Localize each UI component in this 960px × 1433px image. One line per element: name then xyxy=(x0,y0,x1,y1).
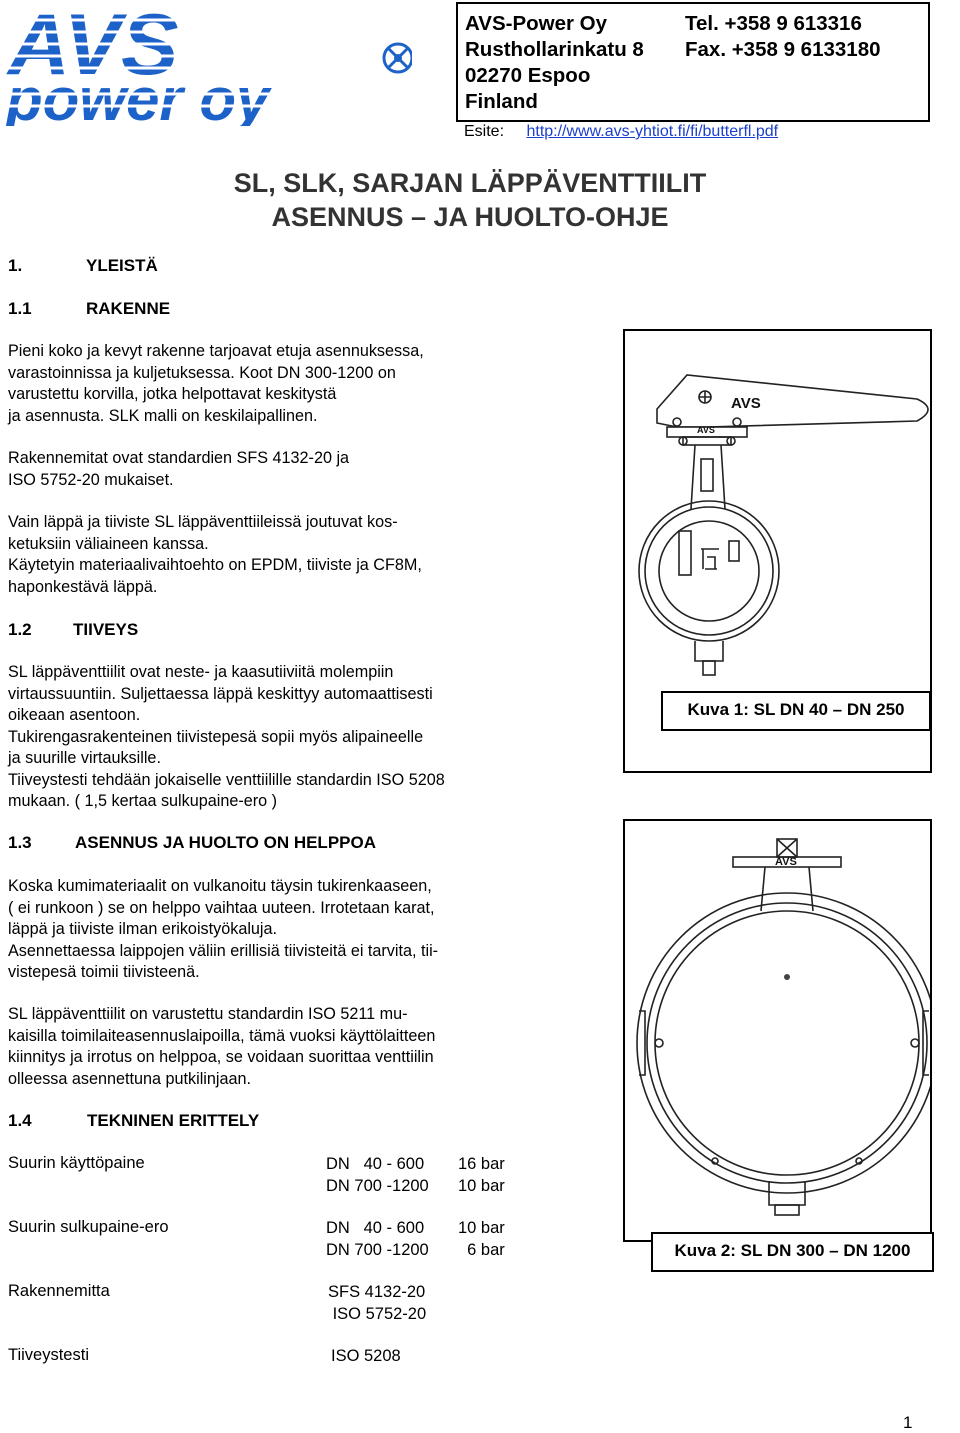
paragraph-actuator: SL läppäventtiilit on varustettu standardin ISO 5211 mu- kaisilla toimilaiteasennuslaipoilla, tämä vuoksi käyttölaitteen kiinnitys ja irrotus on helppoa, se voidaan suorittaa venttiilin olleessa asennettuna putkilinjaan. xyxy=(8,1005,436,1088)
spec-label-max-pressure: Suurin käyttöpaine xyxy=(8,1154,145,1172)
paragraph-standards: Rakennemitat ovat standardien SFS 4132-20 ja ISO 5752-20 mukaiset. xyxy=(8,449,350,489)
company-street: Rusthollarinkatu 8 xyxy=(465,38,644,61)
company-country: Finland xyxy=(465,90,538,113)
source-line xyxy=(464,123,778,141)
paragraph-tightness: SL läppäventtiilit ovat neste- ja kaasutiiviitä molempiin virtaussuuntiin. Suljettaessa läppä keskittyy automaattisesti oikeaan asentoon. Tukirengasrakenteinen tiivistepesä sopii myös alipaineelle ja suurille virtauksille. Tiiveystesti tehdään jokaiselle venttiilille standardin ISO 5208 mukaan. ( 1,5 kertaa sulkupaine-ero ) xyxy=(8,663,445,810)
section-heading-1-2: 1.2 TIIVEYS xyxy=(8,620,139,639)
figure-1-caption: Kuva 1: SL DN 40 – DN 250 xyxy=(661,691,931,731)
spec-value-shutoff-dn: DN 40 - 600 DN 700 -1200 xyxy=(326,1219,429,1259)
paragraph-materials: Vain läppä ja tiiviste SL läppäventtiileissä joutuvat kos- ketuksiin väliaineen kanssa. Käytetyin materiaalivaihtoehto on EPDM, tiiviste ja CF8M, haponkestävä läppä. xyxy=(8,513,422,596)
section-heading-1-1: 1.1 RAKENNE xyxy=(8,299,171,318)
company-postal: 02270 Espoo xyxy=(465,64,591,87)
svg-text:AVS: AVS xyxy=(697,425,715,435)
company-logo xyxy=(6,2,412,126)
spec-label-dimensions: Rakennemitta xyxy=(8,1282,110,1300)
svg-text:AVS: AVS xyxy=(775,856,797,868)
logo-text-power: power oy xyxy=(6,66,270,126)
spec-value-max-pressure-bar: 16 bar 10 bar xyxy=(458,1155,505,1195)
section-heading-1: 1. YLEISTÄ xyxy=(8,256,158,275)
logo-emblem-icon xyxy=(384,44,412,72)
figure-2-frame xyxy=(623,819,932,1242)
spec-value-tightness-test: ISO 5208 xyxy=(331,1347,401,1365)
spec-label-shutoff-pressure: Suurin sulkupaine-ero xyxy=(8,1218,169,1236)
source-link[interactable]: http://www.avs-yhtiot.fi/fi/butterfl.pdf xyxy=(526,123,779,140)
page-number: 1 xyxy=(903,1413,913,1432)
page-title-line1: SL, SLK, SARJAN LÄPPÄVENTTIILIT xyxy=(233,168,707,198)
spec-value-shutoff-bar: 10 bar 6 bar xyxy=(458,1219,505,1259)
page-title-line2: ASENNUS – JA HUOLTO-OHJE xyxy=(271,202,669,232)
paragraph-structure: Pieni koko ja kevyt rakenne tarjoavat etuja asennuksessa, varastoinnissa ja kuljetuksessa. Koot DN 300-1200 on varustettu korvilla, jotka helpottavat keskitystä ja asennusta. SLK malli on keskilaipallinen. xyxy=(8,342,424,425)
svg-text:AVS: AVS xyxy=(731,395,761,412)
section-heading-1-4: 1.4 TEKNINEN ERITTELY xyxy=(8,1111,260,1130)
spec-label-tightness-test: Tiiveystesti xyxy=(8,1346,89,1364)
company-name: AVS-Power Oy xyxy=(465,12,608,35)
logo-text-avs: AVS xyxy=(8,2,179,93)
paragraph-maintenance: Koska kumimateriaalit on vulkanoitu täysin tukirenkaaseen, ( ei runkoon ) se on helppo vaihtaa uuteen. Irrotetaan karat, läppä ja tiiviste ilman erikoistyökaluja. Asennettaessa laippojen väliin erillisiä tiivisteitä ei tarvita, tii- vistepesä toimii tiivisteenä. xyxy=(8,877,439,981)
figure-2-caption: Kuva 2: SL DN 300 – DN 1200 xyxy=(651,1232,934,1272)
spec-value-dimensions: SFS 4132-20 ISO 5752-20 xyxy=(328,1283,427,1323)
valve-large-drawing xyxy=(625,821,930,1240)
company-fax: Fax. +358 9 6133180 xyxy=(685,38,881,61)
contact-box xyxy=(456,2,930,122)
company-tel: Tel. +358 9 613316 xyxy=(685,12,862,35)
section-heading-1-3: 1.3 ASENNUS JA HUOLTO ON HELPPOA xyxy=(8,833,376,852)
spec-value-max-pressure-dn: DN 40 - 600 DN 700 -1200 xyxy=(326,1155,429,1195)
source-label: Esite: xyxy=(464,123,505,140)
